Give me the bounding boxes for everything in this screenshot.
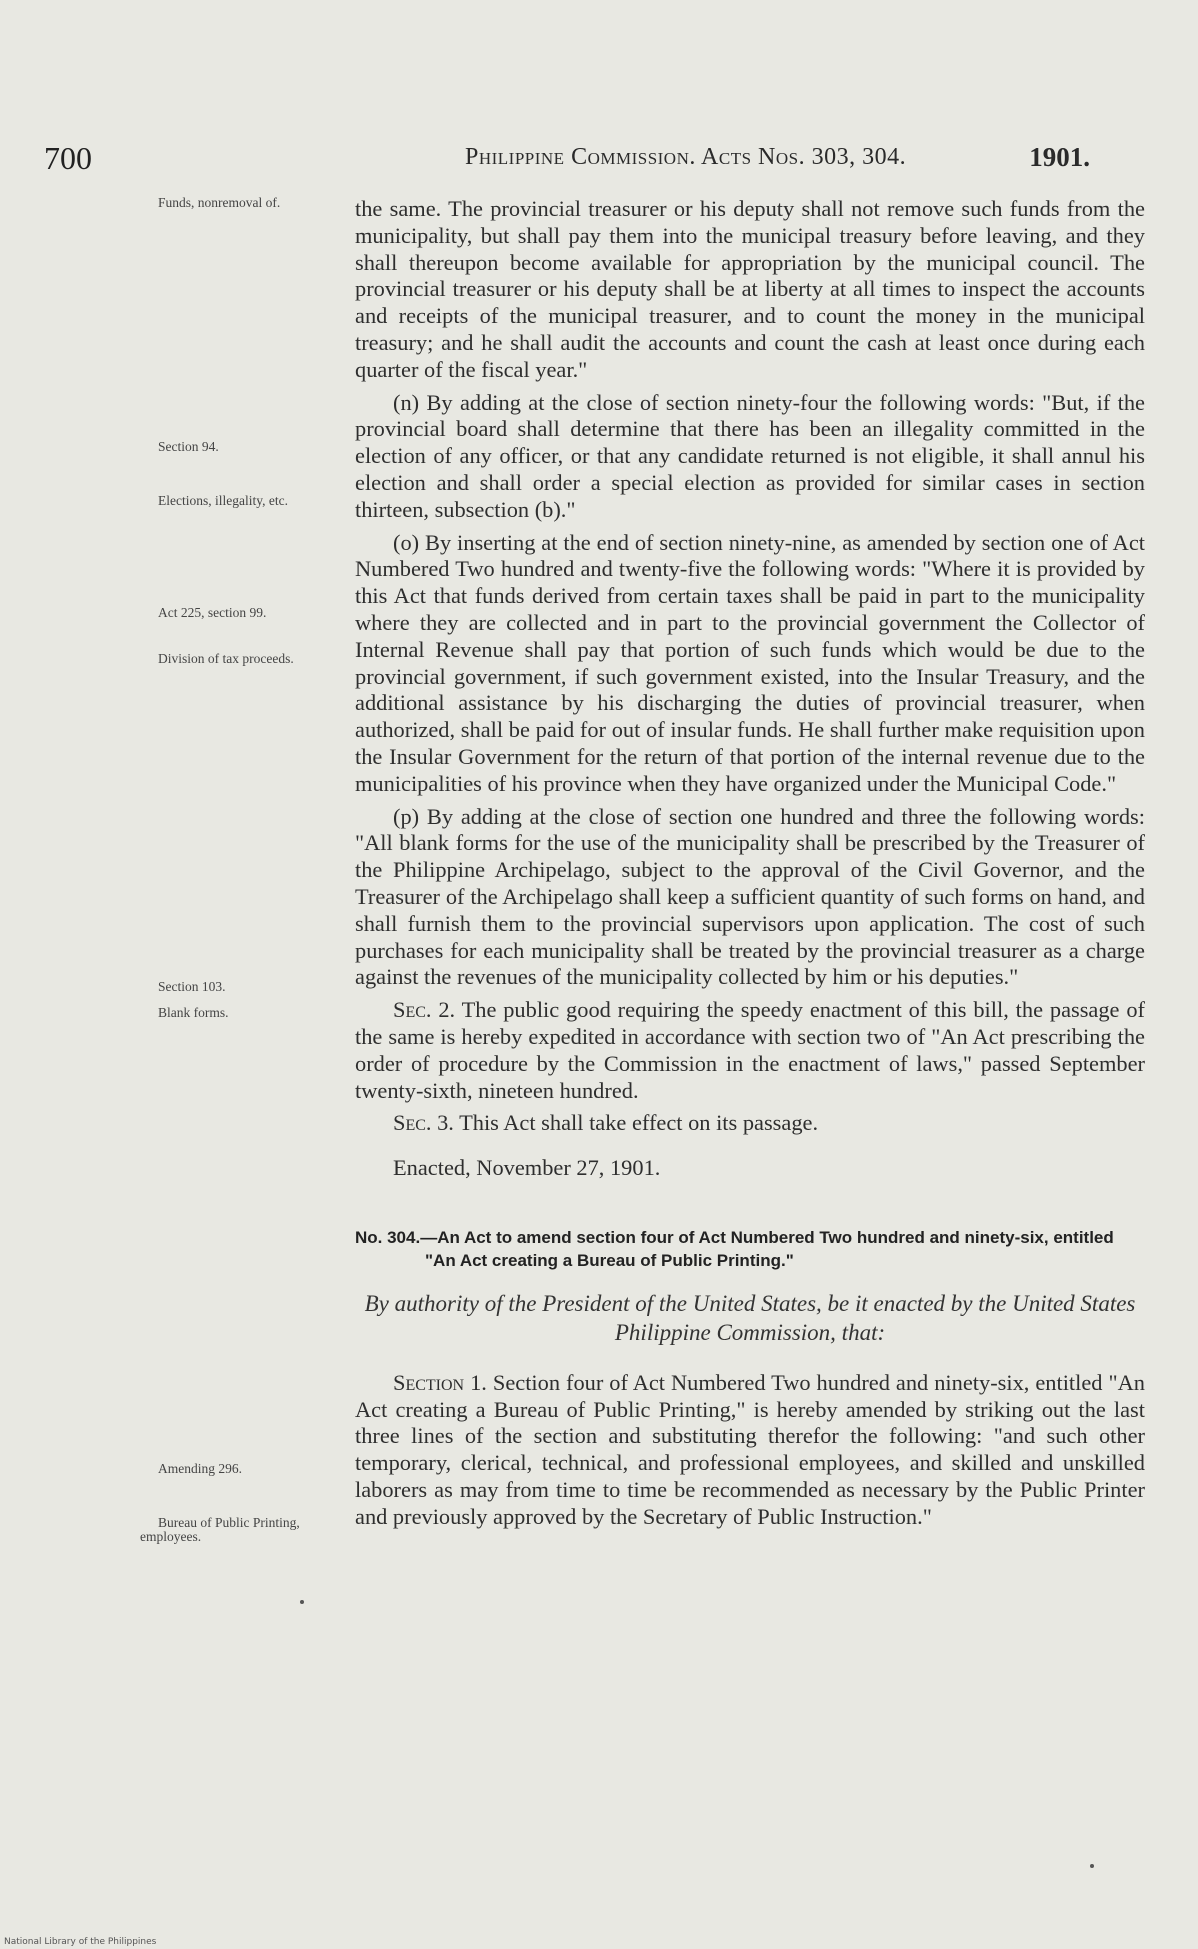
section-3-text: This Act shall take effect on its passage. [453, 1110, 819, 1136]
scan-footer: National Library of the Philippines [4, 1937, 157, 1947]
paragraph-o: (o) By inserting at the end of section ninety-nine, as amended by section one of Act Numbered Two hundred and twenty-five the following words: "Where it is provided by this Act that funds derived from certain taxes shall be paid in part to the municipality where they are collected and in part to the provincial government the Collector of Internal Revenue shall pay that portion of such funds which would be due to the provincial government, if such government existed, into the Insular Treasury, and the additional assistance by his discharging the duties of provincial treasurer, when authorized, shall be paid for out of insular funds. He shall further make requisition upon the Insular Government for the return of that portion of the internal revenue due to the municipalities of his province when they have organized under the Municipal Code." [355, 529, 1145, 796]
page-number: 700 [44, 140, 92, 176]
section-1-text: Section four of Act Numbered Two hundred and ninety-six, entitled "An Act creating a Bureau of Public Printing," is hereby amended by striking out the last three lines of the section and substituting therefor the following: "and such other temporary, clerical, technical, and professional employees, and skilled and unskilled laborers as may from time to time be recommended as necessary by the Public Printer and previously approved by the Secretary of Public Instruction." [355, 1369, 1145, 1529]
paragraph-funds: the same. The provincial treasurer or his deputy shall not remove such funds from the municipality, but shall pay them into the municipal treasury before leaving, and they shall thereupon become available for appropriation by the municipal council. The provincial treasurer or his deputy shall be at liberty at all times to inspect the accounts and receipts of the municipal treasurer, and to count the money in the municipal treasury; and he shall audit the accounts and count the cash at least once during each quarter of the fiscal year." [355, 196, 1145, 382]
margin-note-blank-forms: Blank forms. [158, 1005, 229, 1020]
section-2-label: Sec. 2. [393, 997, 456, 1023]
paragraph-n: (n) By adding at the close of section ninety-four the following words: "But, if the provincial board shall determine that there has been an illegality committed in the election of any officer, or that any candidate returned is not eligible, it shall annul his election and shall order a special election as provided for similar cases in section thirteen, subsection (b)." [355, 389, 1145, 522]
margin-note-section-94: Section 94. [158, 439, 219, 454]
scan-speck [1090, 1864, 1094, 1868]
running-head: Philippine Commission. Acts Nos. 303, 304. [465, 144, 907, 170]
scan-speck [300, 1600, 304, 1604]
margin-note-division-tax: Division of tax proceeds. [158, 651, 294, 666]
enacting-clause: By authority of the President of the United States, be it enacted by the United States Philippine Commission, that: [364, 1290, 1136, 1345]
act-304-title: No. 304.—An Act to amend section four of Act Numbered Two hundred and ninety-six, entitled "An Act creating a Bureau of Public Printing." [355, 1227, 1114, 1270]
margin-note-funds: Funds, nonremoval of. [158, 195, 281, 210]
page-header [40, 140, 1090, 180]
running-year: 1901. [1029, 142, 1090, 172]
margin-note-bureau-printing: Bureau of Public Printing, employees. [140, 1515, 300, 1544]
enacted-date: Enacted, November 27, 1901. [393, 1155, 661, 1181]
body-text [355, 196, 1145, 1531]
section-3 [355, 1110, 1145, 1137]
section-1 [355, 1370, 1145, 1531]
paragraph-p: (p) By adding at the close of section one hundred and three the following words: "All blank forms for the use of the municipality shall be prescribed by the Treasurer of the Philippine Archipelago, subject to the approval of the Civil Governor, and the Treasurer of the Archipelago shall keep a sufficient quantity of such forms on hand, and shall furnish them to the provincial supervisors upon application. The cost of such purchases for each municipality shall be treated by the provincial treasurer as a charge against the revenues of the municipality collected by him or his deputies." [355, 803, 1145, 990]
margin-note-act-225: Act 225, section 99. [158, 605, 267, 620]
section-1-label: Section 1. [393, 1369, 487, 1395]
section-2 [355, 997, 1145, 1104]
section-3-label: Sec. 3. [393, 1110, 454, 1136]
margin-note-elections: Elections, illegality, etc. [158, 493, 288, 508]
section-2-text: The public good requiring the speedy enactment of this bill, the passage of the same is hereby expedited in accordance with section two of "An Act prescribing the order of procedure by the Commission in the enactment of laws," passed September twenty-sixth, nineteen hundred. [355, 997, 1145, 1103]
margin-note-amending-296: Amending 296. [158, 1461, 242, 1476]
margin-note-section-103: Section 103. [158, 979, 226, 994]
